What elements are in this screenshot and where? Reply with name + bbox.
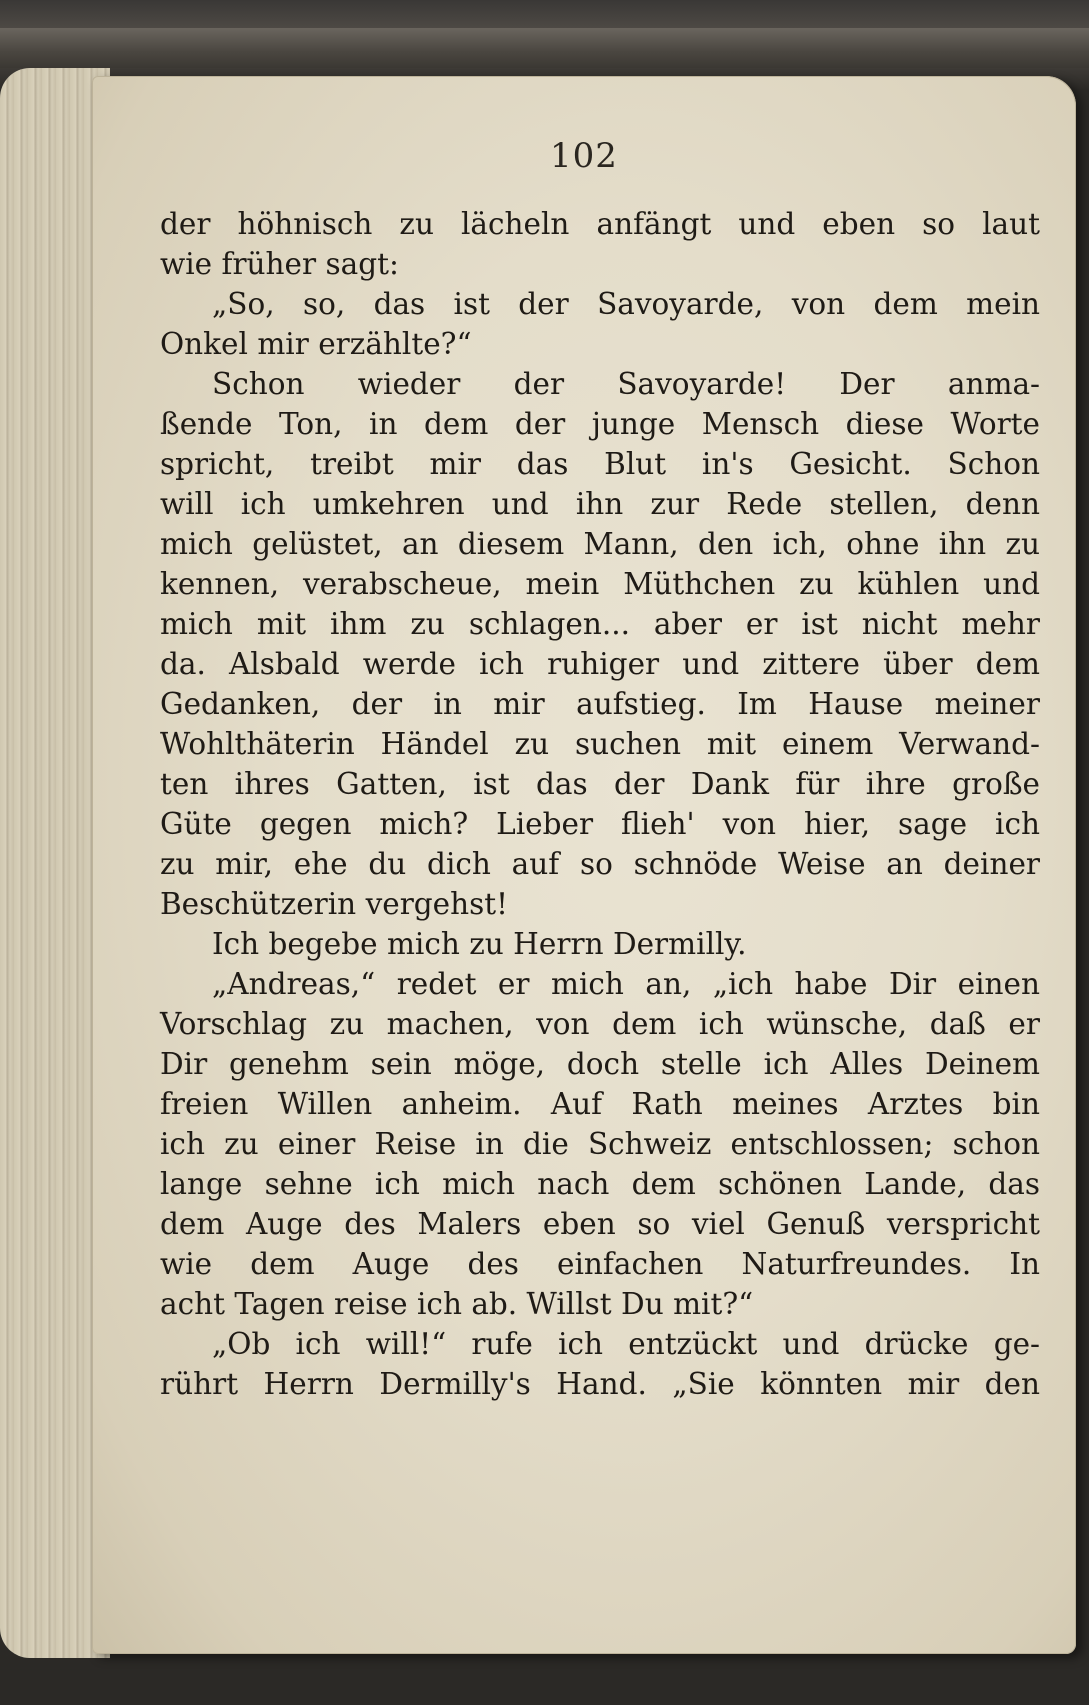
text-line: der höhnisch zu lächeln anfängt und eben so laut xyxy=(160,207,1040,241)
text-line: ßende Ton, in dem der junge Mensch diese Worte xyxy=(160,407,1040,441)
text-line: Wohlthäterin Händel zu suchen mit einem Verwand- xyxy=(160,727,1040,761)
text-line: acht Tagen reise ich ab. Willst Du mit?“ xyxy=(160,1287,754,1321)
text-line: Gedanken, der in mir aufstieg. Im Hause meiner xyxy=(160,687,1040,721)
text-line: zu mir, ehe du dich auf so schnöde Weise an deiner xyxy=(160,847,1040,881)
text-line: „Andreas,“ redet er mich an, „ich habe Dir einen xyxy=(212,967,1040,1001)
text-line: mich gelüstet, an diesem Mann, den ich, ohne ihn zu xyxy=(160,527,1040,561)
text-line: Vorschlag zu machen, von dem ich wünsche, daß er xyxy=(160,1007,1040,1041)
text-line: „Ob ich will!“ rufe ich entzückt und drücke ge- xyxy=(212,1327,1040,1361)
text-line: wie dem Auge des einfachen Naturfreundes. In xyxy=(160,1247,1040,1281)
text-line: „So, so, das ist der Savoyarde, von dem mein xyxy=(212,287,1040,321)
text-line: Ich begebe mich zu Herrn Dermilly. xyxy=(212,927,747,961)
text-line: will ich umkehren und ihn zur Rede stellen, denn xyxy=(160,487,1040,521)
text-line: lange sehne ich mich nach dem schönen Lande, das xyxy=(160,1167,1040,1201)
text-line: freien Willen anheim. Auf Rath meines Arztes bin xyxy=(160,1087,1040,1121)
text-line: rührt Herrn Dermilly's Hand. „Sie könnten mir den xyxy=(160,1367,1040,1401)
text-line: Beschützerin vergehst! xyxy=(160,887,508,921)
text-line: dem Auge des Malers eben so viel Genuß verspricht xyxy=(160,1207,1040,1241)
text-line: Onkel mir erzählte?“ xyxy=(160,327,472,361)
text-line: mich mit ihm zu schlagen... aber er ist nicht mehr xyxy=(160,607,1040,641)
page-number: 102 xyxy=(550,136,618,176)
text-line: Dir genehm sein möge, doch stelle ich Alles Deinem xyxy=(160,1047,1040,1081)
text-line: Schon wieder der Savoyarde! Der anma- xyxy=(212,367,1040,401)
text-line: Güte gegen mich? Lieber flieh' von hier, sage ich xyxy=(160,807,1040,841)
book-cover-edge xyxy=(0,28,1089,68)
text-line: wie früher sagt: xyxy=(160,247,399,281)
text-line: kennen, verabscheue, mein Müthchen zu kühlen und xyxy=(160,567,1040,601)
text-line: ich zu einer Reise in die Schweiz entschlossen; schon xyxy=(160,1127,1040,1161)
text-line: da. Alsbald werde ich ruhiger und zittere über dem xyxy=(160,647,1040,681)
text-line: ten ihres Gatten, ist das der Dank für ihre große xyxy=(160,767,1040,801)
text-line: spricht, treibt mir das Blut in's Gesicht. Schon xyxy=(160,447,1040,481)
